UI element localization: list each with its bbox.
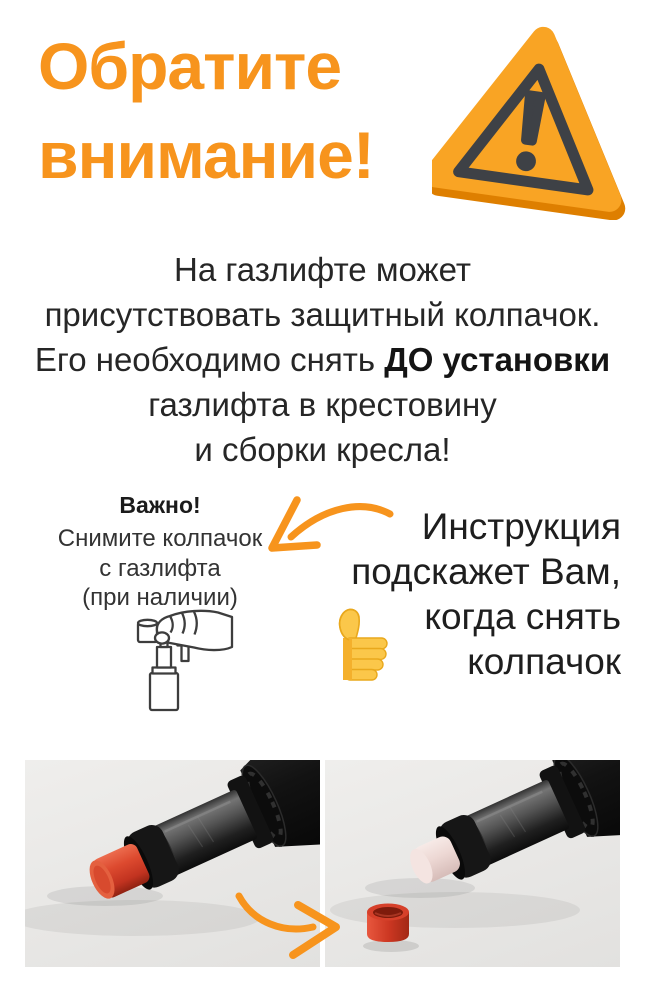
page-title xyxy=(38,22,374,200)
instruction-line4: колпачок xyxy=(467,641,621,682)
photo-after-cap-off xyxy=(325,760,620,967)
instruction-line1: Инструкция xyxy=(421,506,621,547)
page-title-line2: внимание! xyxy=(38,118,374,192)
instruction-line2: подскажет Вам, xyxy=(351,551,621,592)
important-note-line2: с газлифта xyxy=(99,554,221,582)
important-note-title: Важно! xyxy=(119,492,201,518)
swoosh-arrow-svg xyxy=(229,888,357,964)
notice-line-4: газлифта в крестовину xyxy=(148,386,497,423)
notice-line-1: На газлифте может xyxy=(174,251,471,288)
notice-paragraph xyxy=(0,247,645,472)
thumbs-up-icon xyxy=(322,604,396,684)
cap-removal-diagram-svg xyxy=(126,597,240,727)
thumbs-up-svg xyxy=(322,604,396,684)
instruction-note xyxy=(251,504,621,684)
warning-triangle-icon xyxy=(432,22,630,220)
photo-comparison xyxy=(25,760,620,967)
important-note-line1: Снимите колпачок xyxy=(57,525,263,552)
notice-line-3-bold: ДО установки xyxy=(384,341,611,378)
hand-removing-cap-icon xyxy=(126,597,240,727)
page-title-line1: Обратите xyxy=(38,29,342,103)
important-note-line3: (при наличии) xyxy=(82,584,238,611)
instruction-line3: когда снять xyxy=(424,596,621,637)
notice-line-2: присутствовать защитный колпачок. xyxy=(44,296,601,333)
notice-line-3-regular: Его необходимо снять xyxy=(34,341,385,378)
warning-triangle-svg xyxy=(432,22,630,220)
gas-lift-cap-removed-graphic xyxy=(325,760,620,967)
notice-line-5: и сборки кресла! xyxy=(194,431,451,468)
curved-arrow-right-icon xyxy=(229,888,357,964)
notice-line-3 xyxy=(0,337,645,382)
